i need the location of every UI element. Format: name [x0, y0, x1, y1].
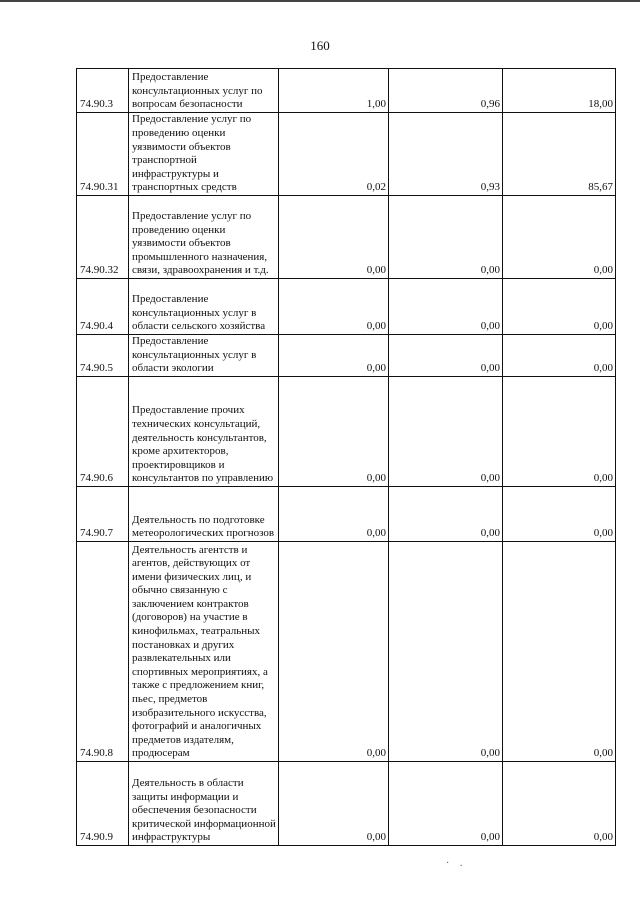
row-name-text: Предоставление услуг по проведению оценки уязвимости объектов промышленного назначения, связи, здравоохранения и т.д.	[132, 210, 269, 277]
row-name	[129, 487, 279, 542]
row-value-2: 0,00	[389, 377, 503, 487]
row-code: 74.90.7	[77, 487, 129, 542]
row-value-3: 0,00	[503, 542, 616, 762]
row-name-text: Предоставление консультационных услуг по вопросам безопасности	[132, 71, 263, 111]
row-value-1: 0,00	[279, 487, 389, 542]
table-row	[77, 113, 616, 196]
row-value-1: 0,00	[279, 542, 389, 762]
row-value-2: 0,93	[389, 113, 503, 196]
row-value-3: 0,00	[503, 335, 616, 377]
row-value-2: 0,00	[389, 196, 503, 279]
table-row	[77, 196, 616, 279]
row-value-3: 18,00	[503, 69, 616, 113]
row-value-2: 0,00	[389, 487, 503, 542]
table-body	[77, 69, 616, 846]
row-value-3: 0,00	[503, 279, 616, 335]
row-value-3: 0,00	[503, 377, 616, 487]
row-value-3: 0,00	[503, 487, 616, 542]
row-name-text: Предоставление прочих технических консультаций, деятельность консультантов, кроме архитекторов, проектировщиков и консультантов по управлению	[132, 404, 274, 485]
row-name	[129, 335, 279, 377]
row-name-text: Деятельность по подготовке метеорологических прогнозов	[132, 513, 275, 540]
tariff-table	[76, 68, 616, 846]
table-row	[77, 69, 616, 113]
row-code: 74.90.6	[77, 377, 129, 487]
row-value-1: 1,00	[279, 69, 389, 113]
row-value-1: 0,00	[279, 335, 389, 377]
row-name-text: Предоставление консультационных услуг в области экологии	[132, 335, 257, 375]
scan-specks: · .	[446, 858, 467, 869]
row-value-3: 0,00	[503, 762, 616, 846]
row-value-1: 0,00	[279, 762, 389, 846]
row-name	[129, 196, 279, 279]
row-value-2: 0,00	[389, 762, 503, 846]
table-row	[77, 542, 616, 762]
row-code: 74.90.3	[77, 69, 129, 113]
row-value-1: 0,00	[279, 377, 389, 487]
page-number: 160	[310, 38, 330, 53]
row-code: 74.90.31	[77, 113, 129, 196]
table-row	[77, 377, 616, 487]
row-name-text: Предоставление консультационных услуг в области сельского хозяйства	[132, 293, 266, 333]
table-row	[77, 279, 616, 335]
table-row	[77, 335, 616, 377]
row-code: 74.90.8	[77, 542, 129, 762]
row-code: 74.90.9	[77, 762, 129, 846]
row-value-1: 0,00	[279, 279, 389, 335]
row-code: 74.90.5	[77, 335, 129, 377]
table-row	[77, 762, 616, 846]
row-name	[129, 113, 279, 196]
row-code: 74.90.4	[77, 279, 129, 335]
row-name	[129, 279, 279, 335]
top-border-line	[0, 0, 640, 2]
row-name	[129, 762, 279, 846]
row-value-3: 0,00	[503, 196, 616, 279]
row-name-text: Деятельность в области защиты информации и обеспечения безопасности критической информационной инфраструктуры	[132, 777, 276, 844]
row-value-2: 0,00	[389, 279, 503, 335]
table-row	[77, 487, 616, 542]
row-value-2: 0,96	[389, 69, 503, 113]
row-code: 74.90.32	[77, 196, 129, 279]
row-name	[129, 69, 279, 113]
row-value-2: 0,00	[389, 335, 503, 377]
row-name-text: Предоставление услуг по проведению оценки уязвимости объектов транспортной инфраструктуры и транспортных средств	[132, 113, 252, 194]
row-value-1: 0,00	[279, 196, 389, 279]
row-value-3: 85,67	[503, 113, 616, 196]
row-name	[129, 377, 279, 487]
row-name	[129, 542, 279, 762]
row-name-text: Деятельность агентств и агентов, действующих от имени физических лиц, и обычно связанную с заключением контрактов (договоров) на участие в кинофильмах, театральных постановках и других развлекательных или спортивных мероприятиях, а также с предложением книг, пьес, предметов изобразительного искусства, фотографий и аналогичных предметов издателям, продюсерам	[132, 543, 268, 760]
row-value-1: 0,02	[279, 113, 389, 196]
row-value-2: 0,00	[389, 542, 503, 762]
